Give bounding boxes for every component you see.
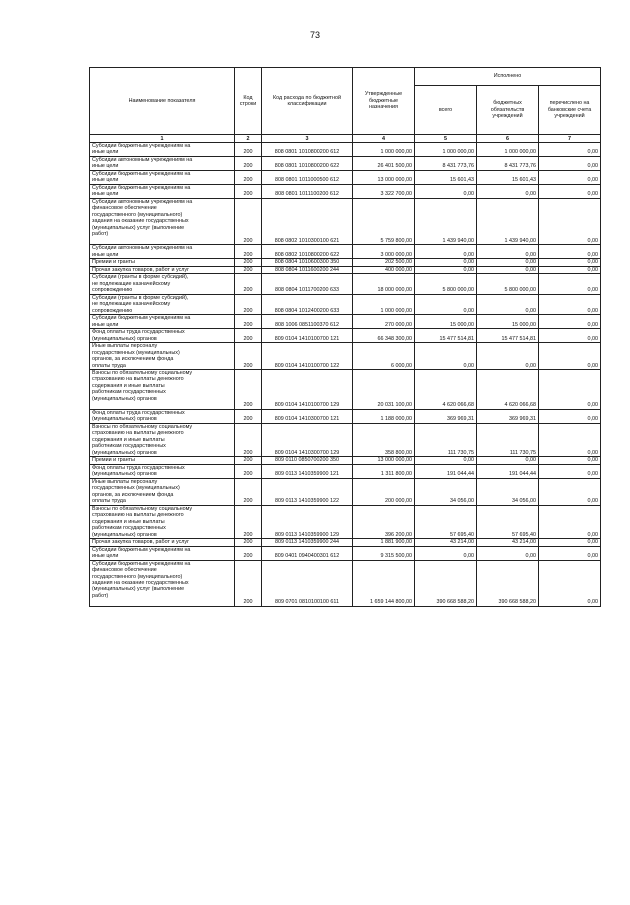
table-row (90, 409, 601, 423)
column-number: 5 (415, 135, 477, 143)
cell-obligations: 1 439 940,00 (477, 198, 539, 244)
table-row (90, 505, 601, 538)
cell-name (90, 464, 235, 478)
cell-approved: 13 000 000,00 (353, 170, 415, 184)
cell-obligations: 8 431 773,76 (477, 156, 539, 170)
cell-transferred: 0,00 (539, 170, 601, 184)
cell-name (90, 560, 235, 606)
cell-approved: 13 000 000,00 (353, 457, 415, 464)
cell-total: 15 477 514,81 (415, 329, 477, 343)
budget-execution-table (89, 67, 601, 607)
row-label: Фонд оплаты труда государственных (муниципальных) органов (92, 409, 185, 423)
cell-obligations: 0,00 (477, 184, 539, 198)
cell-kbk: 809 0104 1410100700 121 (262, 329, 353, 343)
cell-name (90, 369, 235, 409)
table-row (90, 369, 601, 409)
cell-obligations: 15 477 514,81 (477, 329, 539, 343)
cell-total: 15 000,00 (415, 315, 477, 329)
cell-approved: 5 759 800,00 (353, 198, 415, 244)
cell-kbk: 809 0104 1410300700 129 (262, 423, 353, 456)
cell-total: 5 800 000,00 (415, 274, 477, 294)
table-row (90, 423, 601, 456)
cell-transferred: 0,00 (539, 457, 601, 464)
cell-kbk: 808 0801 1010800200 622 (262, 156, 353, 170)
cell-kbk: 808 0804 1010600300 350 (262, 259, 353, 266)
table-header (90, 68, 601, 143)
column-number-row (90, 135, 601, 143)
cell-name (90, 409, 235, 423)
cell-kbk: 809 0113 1410359900 122 (262, 478, 353, 505)
header-approved: Утвержденные бюджетные назначения (353, 68, 415, 135)
cell-total: 111 730,75 (415, 423, 477, 456)
table-row (90, 329, 601, 343)
cell-transferred: 0,00 (539, 274, 601, 294)
cell-obligations: 0,00 (477, 457, 539, 464)
cell-code: 200 (235, 409, 262, 423)
cell-name (90, 170, 235, 184)
cell-transferred: 0,00 (539, 329, 601, 343)
row-label: Фонд оплаты труда государственных (муниципальных) органов (92, 464, 185, 478)
cell-total: 1 000 000,00 (415, 143, 477, 157)
header-transferred: перечислено на банковские счета учреждений (539, 86, 601, 135)
table-row (90, 245, 601, 259)
cell-transferred: 0,00 (539, 266, 601, 273)
cell-approved: 1 659 144 800,00 (353, 560, 415, 606)
cell-total: 0,00 (415, 457, 477, 464)
row-label: Субсидии бюджетным учреждениям на иные цели (92, 315, 191, 328)
cell-kbk: 809 0113 1410359900 244 (262, 539, 353, 546)
cell-approved: 9 315 500,00 (353, 546, 415, 560)
cell-total: 8 431 773,76 (415, 156, 477, 170)
cell-code: 200 (235, 464, 262, 478)
cell-approved: 396 200,00 (353, 505, 415, 538)
cell-code: 200 (235, 245, 262, 259)
cell-kbk: 809 0104 1410100700 129 (262, 369, 353, 409)
cell-transferred: 0,00 (539, 505, 601, 538)
cell-obligations: 15 000,00 (477, 315, 539, 329)
cell-approved: 18 000 000,00 (353, 274, 415, 294)
cell-kbk: 808 1006 0851100370 612 (262, 315, 353, 329)
cell-obligations: 43 214,00 (477, 539, 539, 546)
table-row (90, 464, 601, 478)
row-label: Субсидии автономным учреждениям на финансовое обеспечение государственного (муниципального) задания на оказание государственных (муниципальных) услуг (выполнение работ) (92, 198, 193, 238)
cell-name (90, 478, 235, 505)
cell-kbk: 808 0804 1011600200 244 (262, 266, 353, 273)
table-row (90, 156, 601, 170)
cell-total: 0,00 (415, 294, 477, 314)
cell-code: 200 (235, 343, 262, 370)
row-label: Субсидии (гранты в форме субсидий), не подлежащие казначейскому сопровождению (92, 274, 189, 294)
cell-code: 200 (235, 266, 262, 273)
column-number: 1 (90, 135, 235, 143)
cell-name (90, 315, 235, 329)
cell-approved: 3 000 000,00 (353, 245, 415, 259)
cell-code: 200 (235, 505, 262, 538)
row-label: Фонд оплаты труда государственных (муниципальных) органов (92, 329, 185, 342)
cell-approved: 1 000 000,00 (353, 143, 415, 157)
cell-code: 200 (235, 184, 262, 198)
header-obligations: бюджетных обязательств учреждений (477, 86, 539, 135)
cell-code: 200 (235, 329, 262, 343)
row-label: Субсидии бюджетным учреждениям на иные цели (92, 143, 191, 156)
cell-kbk: 808 0804 1011700200 633 (262, 274, 353, 294)
cell-approved: 400 000,00 (353, 266, 415, 273)
cell-total: 0,00 (415, 343, 477, 370)
row-label: Субсидии (гранты в форме субсидий), не подлежащие казначейскому сопровождению (92, 294, 189, 314)
cell-total: 0,00 (415, 245, 477, 259)
column-number: 6 (477, 135, 539, 143)
cell-approved: 202 500,00 (353, 259, 415, 266)
cell-kbk: 808 0804 1012400200 633 (262, 294, 353, 314)
cell-total: 369 969,31 (415, 409, 477, 423)
row-label: Субсидии бюджетным учреждениям на финансовое обеспечение государственного (муниципального) задания на оказание государственных (муниципальных) услуг (выполнение работ) (92, 560, 191, 599)
header-total: всего (415, 86, 477, 135)
cell-obligations: 5 800 000,00 (477, 274, 539, 294)
cell-kbk: 808 0802 1010300100 621 (262, 198, 353, 244)
row-label: Взносы по обязательному социальному страхованию на выплаты денежного содержания и иные выплаты работникам государственных (муниципальных) органов (92, 369, 193, 402)
cell-obligations: 57 695,40 (477, 505, 539, 538)
row-label: Прочая закупка товаров, работ и услуг (92, 266, 190, 273)
cell-kbk: 808 0801 1011000500 612 (262, 170, 353, 184)
cell-kbk: 808 0801 1010800200 612 (262, 143, 353, 157)
cell-total: 15 601,43 (415, 170, 477, 184)
cell-total: 0,00 (415, 546, 477, 560)
column-number: 4 (353, 135, 415, 143)
row-label: Премии и гранты (92, 259, 135, 266)
table-row (90, 294, 601, 314)
cell-total: 43 214,00 (415, 539, 477, 546)
table-row (90, 259, 601, 266)
table-row (90, 170, 601, 184)
cell-transferred: 0,00 (539, 143, 601, 157)
column-number: 3 (262, 135, 353, 143)
row-label: Субсидии бюджетным учреждениям на иные цели (92, 546, 191, 560)
cell-transferred: 0,00 (539, 156, 601, 170)
table-row (90, 266, 601, 273)
row-label: Субсидии бюджетным учреждениям на иные цели (92, 184, 191, 198)
cell-kbk: 809 0113 1410359900 129 (262, 505, 353, 538)
cell-approved: 26 401 500,00 (353, 156, 415, 170)
cell-total: 0,00 (415, 184, 477, 198)
cell-name (90, 294, 235, 314)
cell-obligations: 1 000 000,00 (477, 143, 539, 157)
cell-transferred: 0,00 (539, 245, 601, 259)
cell-approved: 1 188 000,00 (353, 409, 415, 423)
cell-name (90, 143, 235, 157)
table-row (90, 560, 601, 606)
row-label: Прочая закупка товаров, работ и услуг (92, 539, 190, 546)
row-label: Премии и гранты (92, 457, 135, 464)
cell-kbk: 808 0802 1010800200 622 (262, 245, 353, 259)
table-row (90, 478, 601, 505)
cell-total: 390 668 588,20 (415, 560, 477, 606)
cell-obligations: 0,00 (477, 245, 539, 259)
cell-obligations: 34 056,00 (477, 478, 539, 505)
cell-obligations: 0,00 (477, 546, 539, 560)
cell-code: 200 (235, 478, 262, 505)
cell-name (90, 423, 235, 456)
cell-approved: 200 000,00 (353, 478, 415, 505)
cell-total: 57 695,40 (415, 505, 477, 538)
cell-name (90, 245, 235, 259)
cell-transferred: 0,00 (539, 369, 601, 409)
cell-transferred: 0,00 (539, 343, 601, 370)
column-number: 2 (235, 135, 262, 143)
cell-transferred: 0,00 (539, 478, 601, 505)
cell-code: 200 (235, 156, 262, 170)
header-name: Наименование показателя (90, 68, 235, 135)
cell-code: 200 (235, 259, 262, 266)
cell-code: 200 (235, 539, 262, 546)
cell-obligations: 0,00 (477, 266, 539, 273)
column-number: 7 (539, 135, 601, 143)
cell-name (90, 505, 235, 538)
table-row (90, 343, 601, 370)
cell-kbk: 809 0104 1410300700 121 (262, 409, 353, 423)
cell-name (90, 184, 235, 198)
cell-approved: 358 800,00 (353, 423, 415, 456)
cell-transferred: 0,00 (539, 198, 601, 244)
cell-approved: 20 031 100,00 (353, 369, 415, 409)
table-body (90, 143, 601, 607)
table-row (90, 198, 601, 244)
cell-obligations: 4 620 066,68 (477, 369, 539, 409)
cell-obligations: 369 969,31 (477, 409, 539, 423)
table-row (90, 546, 601, 560)
cell-transferred: 0,00 (539, 294, 601, 314)
cell-total: 0,00 (415, 266, 477, 273)
cell-kbk: 809 0401 0940400301 612 (262, 546, 353, 560)
cell-code: 200 (235, 294, 262, 314)
cell-code: 200 (235, 198, 262, 244)
cell-code: 200 (235, 457, 262, 464)
cell-kbk: 809 0104 1410100700 122 (262, 343, 353, 370)
cell-obligations: 0,00 (477, 259, 539, 266)
row-label: Взносы по обязательному социальному страхованию на выплаты денежного содержания и иные выплаты работникам государственных (муниципальных) органов (92, 505, 193, 538)
cell-name (90, 156, 235, 170)
cell-name (90, 546, 235, 560)
cell-code: 200 (235, 560, 262, 606)
cell-code: 200 (235, 546, 262, 560)
cell-transferred: 0,00 (539, 464, 601, 478)
cell-code: 200 (235, 369, 262, 409)
row-label: Взносы по обязательному социальному страхованию на выплаты денежного содержания и иные выплаты работникам государственных (муниципальных) органов (92, 423, 193, 456)
row-label: Субсидии автономным учреждениям на иные цели (92, 156, 193, 170)
cell-transferred: 0,00 (539, 184, 601, 198)
cell-kbk: 809 0110 0850700200 350 (262, 457, 353, 464)
cell-kbk: 808 0801 1011100200 612 (262, 184, 353, 198)
cell-code: 200 (235, 423, 262, 456)
page-number: 73 (309, 30, 320, 40)
cell-code: 200 (235, 315, 262, 329)
cell-approved: 1 881 900,00 (353, 539, 415, 546)
cell-total: 191 044,44 (415, 464, 477, 478)
cell-code: 200 (235, 170, 262, 184)
cell-approved: 66 348 300,00 (353, 329, 415, 343)
table-row (90, 274, 601, 294)
row-label: Субсидии автономным учреждениям на иные цели (92, 245, 193, 258)
cell-code: 200 (235, 143, 262, 157)
cell-obligations: 0,00 (477, 343, 539, 370)
cell-name (90, 457, 235, 464)
row-label: Иные выплаты персоналу государственных (муниципальных) органов, за исключением фонда оплаты труда (92, 478, 180, 505)
table-row (90, 143, 601, 157)
cell-approved: 6 000,00 (353, 343, 415, 370)
cell-name (90, 343, 235, 370)
cell-obligations: 390 668 588,20 (477, 560, 539, 606)
cell-name (90, 259, 235, 266)
cell-approved: 270 000,00 (353, 315, 415, 329)
row-label: Иные выплаты персоналу государственных (муниципальных) органов, за исключением фонда оплаты труда (92, 343, 180, 369)
table-row (90, 457, 601, 464)
table-row (90, 315, 601, 329)
cell-transferred: 0,00 (539, 409, 601, 423)
header-executed: Исполнено (415, 68, 601, 86)
cell-total: 1 439 940,00 (415, 198, 477, 244)
cell-name (90, 198, 235, 244)
cell-transferred: 0,00 (539, 315, 601, 329)
header-code: Код строки (235, 68, 262, 135)
cell-obligations: 191 044,44 (477, 464, 539, 478)
cell-transferred: 0,00 (539, 539, 601, 546)
cell-approved: 3 322 700,00 (353, 184, 415, 198)
cell-name (90, 539, 235, 546)
cell-name (90, 274, 235, 294)
table-row (90, 184, 601, 198)
cell-transferred: 0,00 (539, 546, 601, 560)
cell-obligations: 111 730,75 (477, 423, 539, 456)
cell-kbk: 809 0701 0810100100 611 (262, 560, 353, 606)
cell-name (90, 266, 235, 273)
header-kbk: Код расхода по бюджетной классификации (262, 68, 353, 135)
cell-total: 34 056,00 (415, 478, 477, 505)
cell-approved: 1 311 800,00 (353, 464, 415, 478)
cell-total: 4 620 066,68 (415, 369, 477, 409)
cell-name (90, 329, 235, 343)
cell-transferred: 0,00 (539, 560, 601, 606)
cell-transferred: 0,00 (539, 259, 601, 266)
cell-code: 200 (235, 274, 262, 294)
cell-transferred: 0,00 (539, 423, 601, 456)
table-row (90, 539, 601, 546)
cell-obligations: 0,00 (477, 294, 539, 314)
row-label: Субсидии бюджетным учреждениям на иные цели (92, 170, 191, 184)
cell-kbk: 809 0113 1410359900 121 (262, 464, 353, 478)
cell-total: 0,00 (415, 259, 477, 266)
cell-approved: 1 000 000,00 (353, 294, 415, 314)
cell-obligations: 15 601,43 (477, 170, 539, 184)
